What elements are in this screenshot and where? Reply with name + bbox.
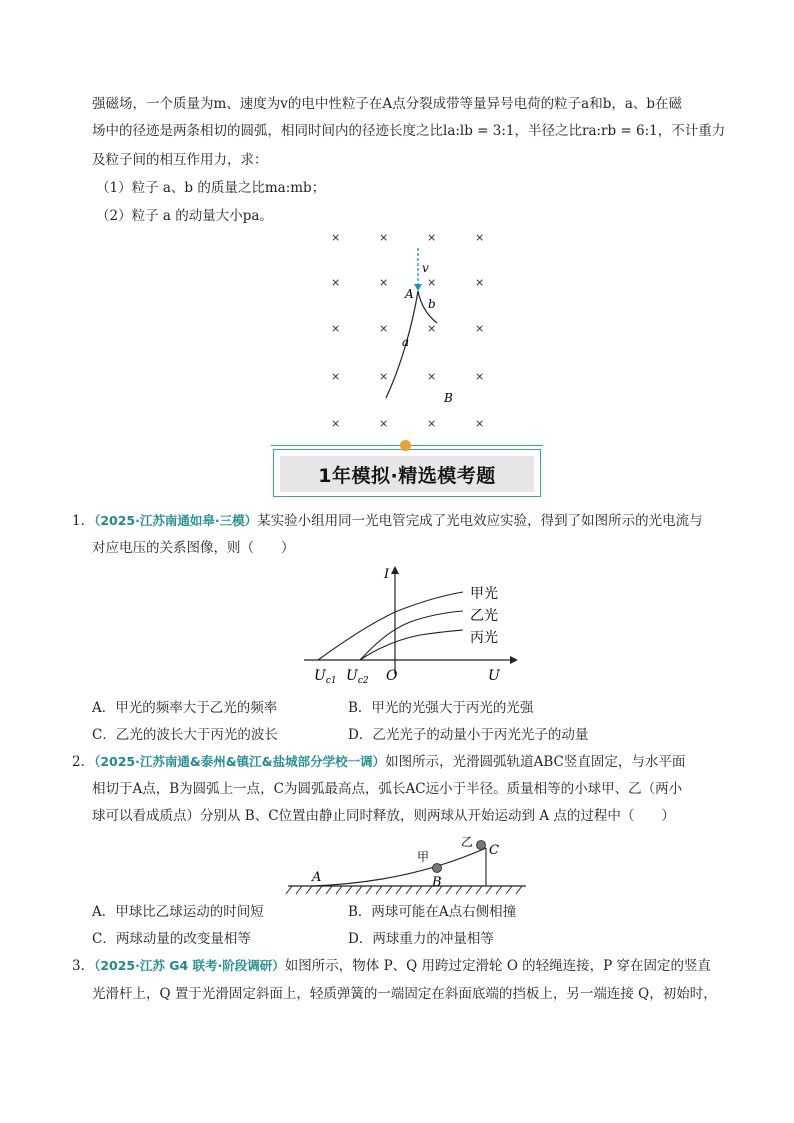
ball-jia (433, 864, 442, 873)
cross-mark: × (427, 322, 437, 335)
question-2 (72, 752, 685, 772)
option-a[interactable]: A．甲光的频率大于乙光的频率 (92, 700, 278, 716)
label-jia: 甲 (417, 850, 430, 864)
ball-yi (477, 841, 486, 850)
option-a[interactable]: A．甲球比乙球运动的时间短 (92, 904, 264, 920)
label-v: v (422, 261, 429, 275)
cross-mark: × (427, 276, 437, 289)
problem-text-line: 强磁场，一个质量为m、速度为v的电中性粒子在A点分裂成带等量异号电荷的粒子a和b，a、b在磁 (92, 96, 683, 112)
question-text: 如图所示，光滑圆弧轨道ABC竖直固定，与水平面 (385, 754, 686, 770)
question-text-line: 球可以看成质点）分别从 B、C位置由静止同时释放，则两球从开始运动到 A 点的过程中（ ） (92, 808, 675, 824)
uc1-label: $U_{c1}$ (314, 668, 337, 686)
option-b[interactable]: B．甲光的光强大于丙光的光强 (348, 700, 534, 716)
cross-mark: × (475, 276, 485, 289)
cross-mark: × (427, 231, 437, 244)
arrow-head (414, 284, 422, 291)
curve-label-yi: 乙光 (470, 608, 498, 624)
label-B: B (432, 875, 442, 890)
magnetic-field-figure (320, 228, 500, 438)
option-d[interactable]: D．两球重力的冲量相等 (348, 931, 494, 947)
cross-mark: × (427, 370, 437, 383)
question-text-line: 对应电压的关系图像，则（ ） (92, 540, 295, 556)
cross-mark: × (379, 231, 389, 244)
question-source-tag: （2025·江苏南通如皋·三模） (94, 513, 258, 528)
label-A: A (312, 870, 322, 885)
curve-label-bing: 丙光 (470, 630, 498, 646)
cross-mark: × (331, 276, 341, 289)
question-text: 某实验小组用同一光电管完成了光电效应实验，得到了如图所示的光电流与 (257, 513, 703, 529)
question-number: 1． (72, 513, 95, 529)
cross-mark: × (331, 322, 341, 335)
photoelectric-graph (300, 562, 530, 688)
cross-mark: × (379, 276, 389, 289)
label-yi: 乙 (461, 835, 474, 849)
field-cross-marks (331, 231, 484, 430)
question-number: 2． (72, 754, 95, 770)
question-3 (72, 956, 711, 976)
arc-track-figure (282, 834, 532, 896)
sub-question-2: （2）粒子 a 的动量大小pa。 (96, 208, 273, 224)
y-axis-label: I (384, 567, 390, 582)
question-text-line: 光滑杆上，Q 置于光滑固定斜面上，轻质弹簧的一端固定在斜面底端的挡板上，另一端连接 Q，初始时， (92, 986, 717, 1002)
banner-dot (400, 440, 411, 451)
origin-label: O (386, 668, 398, 684)
cross-mark: × (475, 370, 485, 383)
arc-track (312, 848, 486, 886)
curve-jia (318, 592, 463, 660)
cross-mark: × (475, 417, 485, 430)
problem-text-line: 及粒子间的相互作用力，求： (92, 152, 268, 168)
uc2-label: $U_{c2}$ (346, 668, 369, 686)
question-source-tag: （2025·江苏 G4 联考·阶段调研） (94, 958, 285, 973)
option-c[interactable]: C．两球动量的改变量相等 (92, 931, 251, 947)
section-banner (273, 445, 541, 495)
section-title: 1年模拟·精选模考题 (318, 464, 496, 487)
label-C: C (489, 843, 499, 858)
cross-mark: × (331, 417, 341, 430)
curve-yi (360, 611, 463, 660)
cross-mark: × (475, 322, 485, 335)
option-b[interactable]: B．两球可能在A点右侧相撞 (348, 904, 517, 920)
problem-text-line: 场中的径迹是两条相切的圆弧，相同时间内的径迹长度之比la:lb = 3:1，半径之比ra:rb = 6:1，不计重力 (92, 123, 726, 139)
curve-label-jia: 甲光 (470, 586, 498, 602)
label-B: B (444, 391, 453, 405)
label-b: b (428, 297, 436, 311)
cross-mark: × (331, 370, 341, 383)
question-number: 3． (72, 958, 95, 974)
question-source-tag: （2025·江苏南通&泰州&镇江&盐城部分学校一调） (94, 754, 386, 769)
label-A: A (405, 287, 414, 301)
x-axis-label: U (488, 668, 500, 684)
cross-mark: × (475, 231, 485, 244)
option-d[interactable]: D．乙光光子的动量小于丙光光子的动量 (348, 727, 589, 743)
question-text: 如图所示，物体 P、Q 用跨过定滑轮 O 的轻绳连接，P 穿在固定的竖直 (284, 958, 712, 974)
label-a: a (402, 335, 410, 349)
question-text-line: 相切于A点，B为圆弧上一点，C为圆弧最高点，弧长AC远小于半径。质量相等的小球甲、乙（两小 (92, 781, 683, 797)
cross-mark: × (379, 417, 389, 430)
cross-mark: × (379, 322, 389, 335)
sub-question-1: （1）粒子 a、b 的质量之比ma:mb； (96, 180, 326, 196)
cross-mark: × (379, 370, 389, 383)
cross-mark: × (331, 231, 341, 244)
option-c[interactable]: C．乙光的波长大于丙光的波长 (92, 727, 278, 743)
cross-mark: × (427, 417, 437, 430)
ground-hatch (286, 886, 522, 894)
question-1 (72, 511, 703, 531)
